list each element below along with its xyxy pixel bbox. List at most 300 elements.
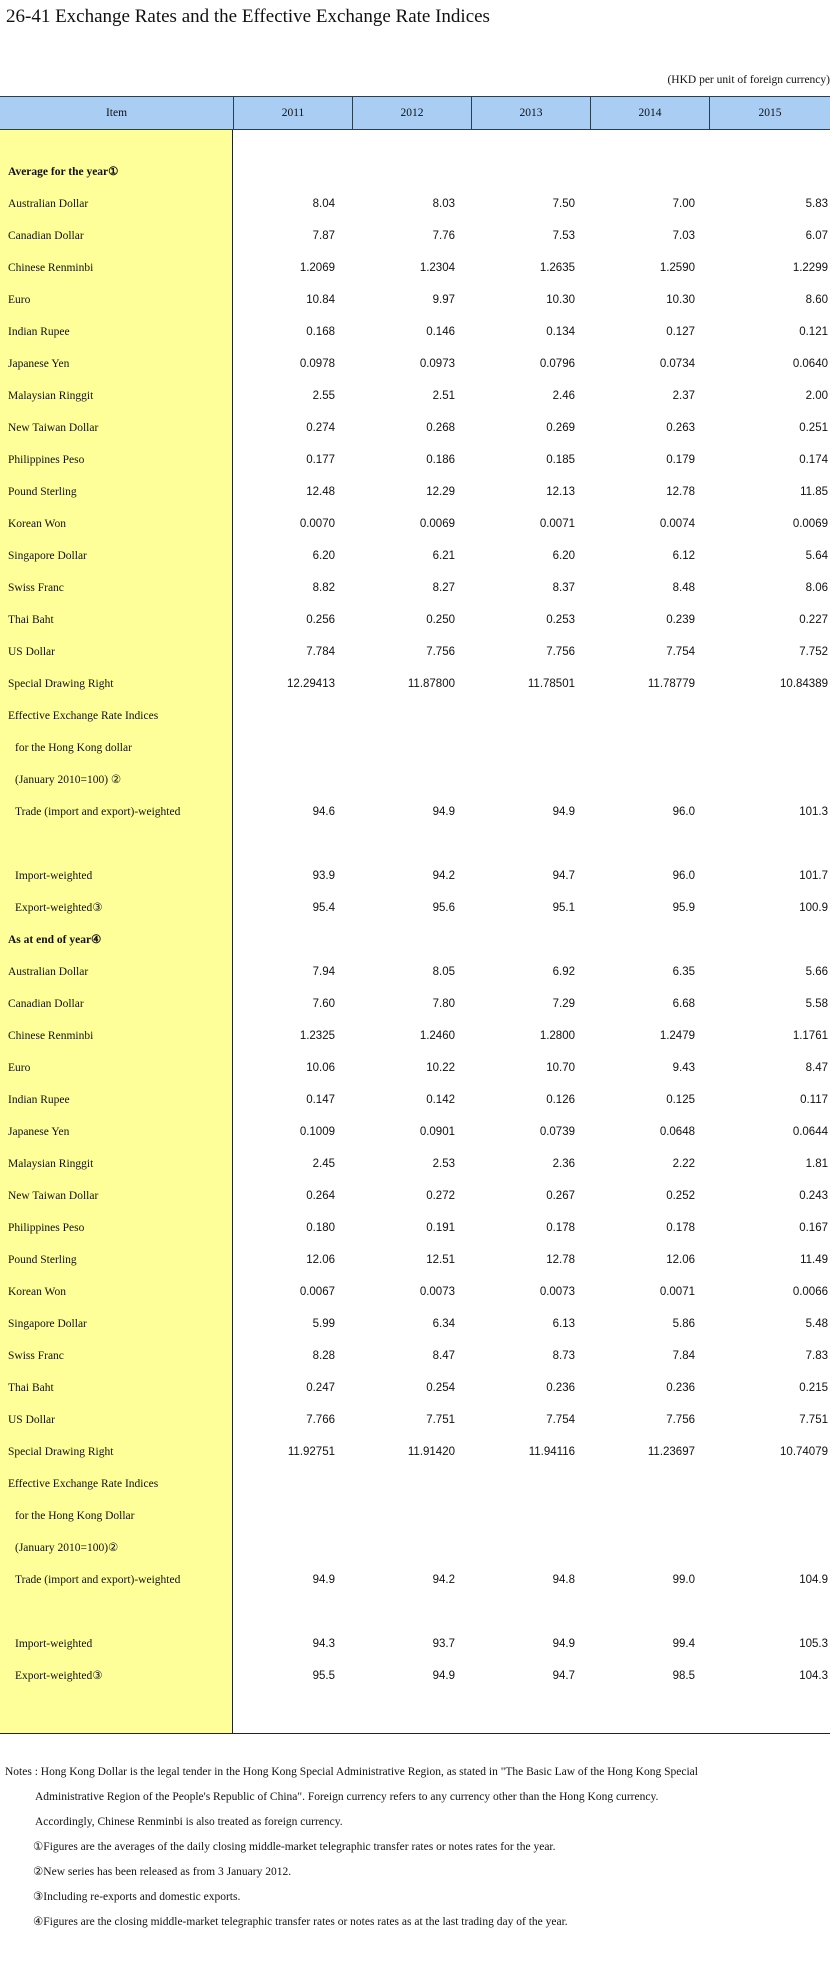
row-value-2013: 94.9 xyxy=(552,1638,575,1650)
table-row xyxy=(0,1634,830,1654)
row-label: Chinese Renminbi xyxy=(8,1030,94,1042)
row-value-2013: 2.36 xyxy=(552,1158,575,1170)
row-label: Import-weighted xyxy=(15,870,93,882)
table-row xyxy=(0,386,830,406)
row-label: Malaysian Ringgit xyxy=(8,1158,94,1170)
row-value-2011: 94.3 xyxy=(312,1638,335,1650)
row-label: Export-weighted③ xyxy=(15,1670,103,1682)
row-value-2012: 94.2 xyxy=(432,870,455,882)
notes-line: ①Figures are the averages of the daily closing middle-market telegraphic transfer rates or notes rates for the year. xyxy=(33,1841,556,1853)
row-value-2013: 94.8 xyxy=(552,1574,575,1586)
header-year-2013: 2013 xyxy=(519,107,543,119)
row-value-2013: 0.0073 xyxy=(539,1286,575,1298)
row-label: New Taiwan Dollar xyxy=(8,1190,99,1202)
row-value-2013: 0.185 xyxy=(546,454,575,466)
header-year-2012: 2012 xyxy=(400,107,424,119)
row-value-2013: 10.30 xyxy=(546,294,575,306)
row-value-2014: 0.236 xyxy=(666,1382,695,1394)
row-value-2012: 7.756 xyxy=(426,646,455,658)
row-value-2015: 0.0066 xyxy=(792,1286,828,1298)
row-value-2014: 7.754 xyxy=(666,646,695,658)
row-label: Korean Won xyxy=(8,1286,66,1298)
notes-line-main: Notes : Hong Kong Dollar is the legal tender in the Hong Kong Special Administrative Region, as stated in "The Basic Law of the Hong Kong Special xyxy=(5,1766,698,1778)
table-row xyxy=(0,1666,830,1686)
table-row xyxy=(0,962,830,982)
row-value-2013: 94.7 xyxy=(552,870,575,882)
row-label: Import-weighted xyxy=(15,1638,93,1650)
row-value-2014: 12.78 xyxy=(666,486,695,498)
row-value-2013: 8.73 xyxy=(552,1350,575,1362)
row-value-2014: 0.178 xyxy=(666,1222,695,1234)
row-label: Thai Baht xyxy=(8,614,54,626)
row-value-2015: 5.58 xyxy=(805,998,828,1010)
row-value-2013: 0.134 xyxy=(546,326,575,338)
row-value-2014: 1.2479 xyxy=(659,1030,695,1042)
row-value-2014: 2.37 xyxy=(672,390,695,402)
table-row xyxy=(0,610,830,630)
row-label: Pound Sterling xyxy=(8,1254,77,1266)
row-label: Korean Won xyxy=(8,518,66,530)
table-row xyxy=(0,1314,830,1334)
row-value-2011: 10.84 xyxy=(306,294,335,306)
row-label: Pound Sterling xyxy=(8,486,77,498)
row-value-2015: 2.00 xyxy=(805,390,828,402)
row-value-2011: 7.766 xyxy=(306,1414,335,1426)
row-label: Euro xyxy=(8,1062,31,1074)
page-title: 26-41 Exchange Rates and the Effective Exchange Rate Indices xyxy=(6,6,490,27)
row-label: (January 2010=100) ② xyxy=(15,774,122,786)
table-row xyxy=(0,898,830,918)
row-value-2012: 0.186 xyxy=(426,454,455,466)
row-value-2013: 0.126 xyxy=(546,1094,575,1106)
table-row xyxy=(0,706,830,726)
notes-line: Administrative Region of the People's Republic of China". Foreign currency refers to any currency other than the Hong Kong currency. xyxy=(35,1791,659,1803)
table-row xyxy=(0,1218,830,1238)
row-value-2014: 12.06 xyxy=(666,1254,695,1266)
row-value-2015: 7.83 xyxy=(805,1350,828,1362)
row-value-2015: 0.121 xyxy=(799,326,828,338)
row-value-2015: 1.1761 xyxy=(792,1030,828,1042)
row-value-2012: 8.27 xyxy=(432,582,455,594)
row-value-2014: 0.0074 xyxy=(659,518,695,530)
row-value-2012: 2.53 xyxy=(432,1158,455,1170)
row-value-2011: 7.60 xyxy=(312,998,335,1010)
row-value-2015: 0.0640 xyxy=(792,358,828,370)
table-row xyxy=(0,578,830,598)
row-value-2014: 0.0071 xyxy=(659,1286,695,1298)
row-value-2012: 6.21 xyxy=(432,550,455,562)
row-value-2014: 7.756 xyxy=(666,1414,695,1426)
row-value-2011: 6.20 xyxy=(312,550,335,562)
row-value-2011: 95.5 xyxy=(312,1670,335,1682)
row-value-2014: 9.43 xyxy=(672,1062,695,1074)
header-item: Item xyxy=(105,107,128,119)
row-value-2012: 10.22 xyxy=(426,1062,455,1074)
row-value-2015: 11.49 xyxy=(800,1254,828,1266)
row-label: Japanese Yen xyxy=(8,1126,70,1138)
row-value-2013: 2.46 xyxy=(552,390,575,402)
row-value-2014: 5.86 xyxy=(672,1318,695,1330)
row-value-2012: 2.51 xyxy=(432,390,455,402)
row-value-2012: 6.34 xyxy=(432,1318,455,1330)
row-value-2014: 11.23697 xyxy=(647,1446,695,1458)
row-value-2014: 10.30 xyxy=(666,294,695,306)
row-value-2014: 0.252 xyxy=(666,1190,695,1202)
row-value-2011: 2.45 xyxy=(312,1158,335,1170)
table-row xyxy=(0,450,830,470)
row-value-2011: 94.9 xyxy=(312,1574,335,1586)
row-value-2015: 101.7 xyxy=(799,870,828,882)
row-value-2013: 0.178 xyxy=(546,1222,575,1234)
row-label: Indian Rupee xyxy=(8,1094,70,1106)
row-value-2015: 0.251 xyxy=(799,422,828,434)
row-value-2012: 94.2 xyxy=(432,1574,455,1586)
row-value-2011: 0.274 xyxy=(306,422,335,434)
header-year-2015: 2015 xyxy=(758,107,782,119)
row-value-2013: 7.29 xyxy=(552,998,575,1010)
row-value-2015: 0.243 xyxy=(799,1190,828,1202)
row-value-2013: 95.1 xyxy=(552,902,575,914)
row-value-2011: 0.180 xyxy=(306,1222,335,1234)
row-value-2011: 0.1009 xyxy=(299,1126,335,1138)
row-value-2011: 2.55 xyxy=(312,390,335,402)
table-row xyxy=(0,1282,830,1302)
table-row xyxy=(0,1506,830,1526)
row-value-2015: 7.751 xyxy=(799,1414,828,1426)
row-label: US Dollar xyxy=(8,646,55,658)
row-value-2011: 8.82 xyxy=(312,582,335,594)
table-row xyxy=(0,258,830,278)
row-label: Canadian Dollar xyxy=(8,230,84,242)
exchange-rate-table xyxy=(0,96,830,1734)
table-header xyxy=(0,97,830,130)
row-value-2011: 12.48 xyxy=(306,486,335,498)
row-value-2014: 6.68 xyxy=(672,998,695,1010)
row-value-2013: 11.94116 xyxy=(528,1446,575,1458)
table-row xyxy=(0,770,830,790)
table-row xyxy=(0,1442,830,1462)
row-value-2014: 7.00 xyxy=(672,198,695,210)
table-row xyxy=(0,482,830,502)
row-value-2015: 0.174 xyxy=(799,454,828,466)
row-value-2011: 0.256 xyxy=(306,614,335,626)
row-label: Philippines Peso xyxy=(8,454,85,466)
row-value-2014: 7.03 xyxy=(672,230,695,242)
row-value-2011: 12.29413 xyxy=(287,678,335,690)
table-row xyxy=(0,738,830,758)
row-value-2011: 0.177 xyxy=(306,454,335,466)
row-value-2014: 0.239 xyxy=(666,614,695,626)
row-value-2013: 6.20 xyxy=(552,550,575,562)
table-row xyxy=(0,290,830,310)
row-label: Japanese Yen xyxy=(8,358,70,370)
row-value-2011: 1.2325 xyxy=(299,1030,335,1042)
row-label: Chinese Renminbi xyxy=(8,262,94,274)
row-value-2015: 10.84389 xyxy=(780,678,828,690)
table-row xyxy=(0,1026,830,1046)
row-label: Export-weighted③ xyxy=(15,902,103,914)
row-value-2014: 11.78779 xyxy=(647,678,695,690)
row-label: Philippines Peso xyxy=(8,1222,85,1234)
row-value-2014: 96.0 xyxy=(672,806,695,818)
row-value-2013: 1.2800 xyxy=(539,1030,575,1042)
row-value-2012: 0.146 xyxy=(426,326,455,338)
row-value-2014: 6.12 xyxy=(672,550,695,562)
row-value-2013: 0.0796 xyxy=(539,358,575,370)
row-label: Singapore Dollar xyxy=(8,1318,87,1330)
row-value-2013: 0.253 xyxy=(546,614,575,626)
table-row xyxy=(0,514,830,534)
row-value-2011: 0.0978 xyxy=(299,358,335,370)
table-row xyxy=(0,1090,830,1110)
row-value-2011: 7.87 xyxy=(312,230,335,242)
row-value-2014: 99.4 xyxy=(672,1638,695,1650)
row-label: Singapore Dollar xyxy=(8,550,87,562)
row-value-2013: 0.236 xyxy=(546,1382,575,1394)
table-row xyxy=(0,418,830,438)
row-value-2011: 0.147 xyxy=(306,1094,335,1106)
row-value-2012: 0.0073 xyxy=(419,1286,455,1298)
row-value-2012: 0.0069 xyxy=(419,518,455,530)
row-value-2015: 104.9 xyxy=(799,1574,828,1586)
table-row xyxy=(0,226,830,246)
row-value-2011: 94.6 xyxy=(312,806,335,818)
row-value-2011: 8.04 xyxy=(312,198,335,210)
row-value-2015: 7.752 xyxy=(799,646,828,658)
row-value-2015: 105.3 xyxy=(799,1638,828,1650)
row-value-2011: 5.99 xyxy=(312,1318,335,1330)
row-label: for the Hong Kong dollar xyxy=(15,742,132,754)
table-row xyxy=(0,162,830,182)
row-value-2012: 95.6 xyxy=(432,902,455,914)
row-label: (January 2010=100)② xyxy=(15,1542,119,1554)
row-value-2015: 0.167 xyxy=(799,1222,828,1234)
row-label: Special Drawing Right xyxy=(8,1446,114,1458)
row-value-2011: 7.784 xyxy=(306,646,335,658)
row-label: Swiss Franc xyxy=(8,582,64,594)
row-label: New Taiwan Dollar xyxy=(8,422,99,434)
row-label: Trade (import and export)-weighted xyxy=(15,806,181,818)
row-value-2014: 98.5 xyxy=(672,1670,695,1682)
unit-note: (HKD per unit of foreign currency) xyxy=(667,74,830,86)
table-row xyxy=(0,1250,830,1270)
row-value-2013: 8.37 xyxy=(552,582,575,594)
row-value-2014: 2.22 xyxy=(672,1158,695,1170)
row-value-2014: 95.9 xyxy=(672,902,695,914)
row-value-2013: 7.756 xyxy=(546,646,575,658)
row-value-2013: 0.0739 xyxy=(539,1126,575,1138)
row-value-2013: 6.92 xyxy=(552,966,575,978)
row-value-2014: 1.2590 xyxy=(659,262,695,274)
table-row xyxy=(0,1122,830,1142)
row-value-2011: 11.92751 xyxy=(287,1446,335,1458)
table-row xyxy=(0,802,830,822)
notes-line: Accordingly, Chinese Renminbi is also treated as foreign currency. xyxy=(35,1816,343,1828)
row-value-2012: 7.751 xyxy=(426,1414,455,1426)
row-value-2015: 0.215 xyxy=(799,1382,828,1394)
row-value-2012: 0.191 xyxy=(426,1222,455,1234)
row-value-2012: 0.268 xyxy=(426,422,455,434)
table-row xyxy=(0,1346,830,1366)
row-value-2011: 1.2069 xyxy=(299,262,335,274)
row-value-2014: 0.0648 xyxy=(659,1126,695,1138)
row-value-2011: 95.4 xyxy=(312,902,335,914)
row-value-2015: 5.83 xyxy=(805,198,828,210)
row-label: US Dollar xyxy=(8,1414,55,1426)
row-value-2015: 1.81 xyxy=(805,1158,828,1170)
row-value-2011: 10.06 xyxy=(306,1062,335,1074)
table-row xyxy=(0,642,830,662)
table-spacer-row xyxy=(0,1602,830,1622)
row-value-2012: 94.9 xyxy=(432,1670,455,1682)
table-spacer-row xyxy=(0,834,830,854)
table-row xyxy=(0,866,830,886)
row-value-2014: 0.263 xyxy=(666,422,695,434)
row-value-2012: 7.76 xyxy=(432,230,455,242)
row-value-2012: 94.9 xyxy=(432,806,455,818)
row-value-2015: 104.3 xyxy=(799,1670,828,1682)
row-label: Canadian Dollar xyxy=(8,998,84,1010)
table-row xyxy=(0,1410,830,1430)
row-value-2015: 0.0644 xyxy=(792,1126,828,1138)
row-label: As at end of year④ xyxy=(8,934,102,946)
row-value-2012: 0.250 xyxy=(426,614,455,626)
row-value-2012: 0.0973 xyxy=(419,358,455,370)
row-value-2012: 7.80 xyxy=(432,998,455,1010)
row-label: Effective Exchange Rate Indices xyxy=(8,1478,159,1490)
row-value-2013: 6.13 xyxy=(552,1318,575,1330)
table-row xyxy=(0,546,830,566)
row-value-2015: 0.227 xyxy=(799,614,828,626)
row-value-2012: 0.254 xyxy=(426,1382,455,1394)
row-value-2012: 0.0901 xyxy=(419,1126,455,1138)
row-value-2014: 7.84 xyxy=(672,1350,695,1362)
row-value-2014: 0.127 xyxy=(666,326,695,338)
table-row xyxy=(0,994,830,1014)
row-value-2015: 1.2299 xyxy=(792,262,828,274)
header-year-2011: 2011 xyxy=(281,107,305,119)
table-row xyxy=(0,930,830,950)
table-row xyxy=(0,354,830,374)
row-label: Euro xyxy=(8,294,31,306)
row-value-2015: 0.117 xyxy=(800,1094,828,1106)
row-label: Average for the year① xyxy=(8,166,119,178)
row-value-2012: 8.05 xyxy=(432,966,455,978)
row-value-2012: 12.29 xyxy=(426,486,455,498)
row-value-2011: 0.0067 xyxy=(299,1286,335,1298)
row-value-2015: 10.74079 xyxy=(780,1446,828,1458)
row-value-2013: 7.53 xyxy=(552,230,575,242)
row-label: Effective Exchange Rate Indices xyxy=(8,710,159,722)
row-value-2013: 10.70 xyxy=(546,1062,575,1074)
table-row xyxy=(0,1378,830,1398)
row-value-2012: 12.51 xyxy=(426,1254,455,1266)
row-value-2015: 5.66 xyxy=(805,966,828,978)
row-value-2015: 100.9 xyxy=(799,902,828,914)
row-label: Australian Dollar xyxy=(8,198,89,210)
row-label: Swiss Franc xyxy=(8,1350,64,1362)
table-row xyxy=(0,1154,830,1174)
row-value-2012: 1.2460 xyxy=(419,1030,455,1042)
header-year-2014: 2014 xyxy=(638,107,662,119)
row-value-2013: 12.13 xyxy=(546,486,575,498)
row-value-2012: 8.03 xyxy=(432,198,455,210)
row-value-2013: 0.269 xyxy=(546,422,575,434)
row-value-2015: 5.64 xyxy=(805,550,828,562)
row-value-2013: 11.78501 xyxy=(527,678,575,690)
row-value-2015: 11.85 xyxy=(800,486,828,498)
row-label: for the Hong Kong Dollar xyxy=(15,1510,135,1522)
row-label: Indian Rupee xyxy=(8,326,70,338)
row-value-2012: 0.142 xyxy=(426,1094,455,1106)
table-row xyxy=(0,1538,830,1558)
row-value-2014: 99.0 xyxy=(672,1574,695,1586)
row-value-2012: 0.272 xyxy=(426,1190,455,1202)
row-label: Trade (import and export)-weighted xyxy=(15,1574,181,1586)
row-value-2012: 11.87800 xyxy=(407,678,455,690)
row-value-2013: 7.754 xyxy=(546,1414,575,1426)
row-value-2015: 0.0069 xyxy=(792,518,828,530)
table-row xyxy=(0,674,830,694)
row-value-2011: 93.9 xyxy=(312,870,335,882)
row-value-2011: 7.94 xyxy=(312,966,335,978)
row-value-2013: 0.0071 xyxy=(539,518,575,530)
row-value-2013: 12.78 xyxy=(546,1254,575,1266)
row-value-2013: 94.7 xyxy=(552,1670,575,1682)
table-row xyxy=(0,1474,830,1494)
row-value-2013: 1.2635 xyxy=(539,262,575,274)
row-value-2015: 6.07 xyxy=(805,230,828,242)
table-row xyxy=(0,1186,830,1206)
row-value-2014: 0.0734 xyxy=(659,358,695,370)
table-row xyxy=(0,194,830,214)
row-label: Malaysian Ringgit xyxy=(8,390,94,402)
row-value-2012: 9.97 xyxy=(432,294,455,306)
row-label: Special Drawing Right xyxy=(8,678,114,690)
notes-line: ②New series has been released as from 3 January 2012. xyxy=(33,1866,292,1878)
row-value-2011: 0.247 xyxy=(306,1382,335,1394)
row-value-2014: 8.48 xyxy=(672,582,695,594)
row-value-2014: 96.0 xyxy=(672,870,695,882)
notes-line: ③Including re-exports and domestic exports. xyxy=(33,1891,241,1903)
row-value-2015: 5.48 xyxy=(805,1318,828,1330)
row-value-2013: 94.9 xyxy=(552,806,575,818)
row-label: Thai Baht xyxy=(8,1382,54,1394)
row-value-2012: 1.2304 xyxy=(419,262,455,274)
notes-line: ④Figures are the closing middle-market telegraphic transfer rates or notes rates as at the last trading day of the year. xyxy=(33,1916,568,1928)
row-value-2015: 8.06 xyxy=(805,582,828,594)
row-value-2013: 7.50 xyxy=(552,198,575,210)
row-value-2012: 8.47 xyxy=(432,1350,455,1362)
row-value-2011: 0.168 xyxy=(306,326,335,338)
row-value-2015: 8.60 xyxy=(805,294,828,306)
row-value-2014: 0.179 xyxy=(666,454,695,466)
row-value-2011: 12.06 xyxy=(306,1254,335,1266)
row-value-2013: 0.267 xyxy=(546,1190,575,1202)
row-value-2015: 101.3 xyxy=(799,806,828,818)
row-value-2014: 0.125 xyxy=(666,1094,695,1106)
row-value-2011: 8.28 xyxy=(312,1350,335,1362)
row-value-2011: 0.0070 xyxy=(299,518,335,530)
row-value-2014: 6.35 xyxy=(672,966,695,978)
table-row xyxy=(0,1058,830,1078)
table-row xyxy=(0,1570,830,1590)
row-label: Australian Dollar xyxy=(8,966,89,978)
row-value-2012: 11.91420 xyxy=(407,1446,455,1458)
row-value-2012: 93.7 xyxy=(432,1638,455,1650)
row-value-2011: 0.264 xyxy=(306,1190,335,1202)
table-row xyxy=(0,322,830,342)
